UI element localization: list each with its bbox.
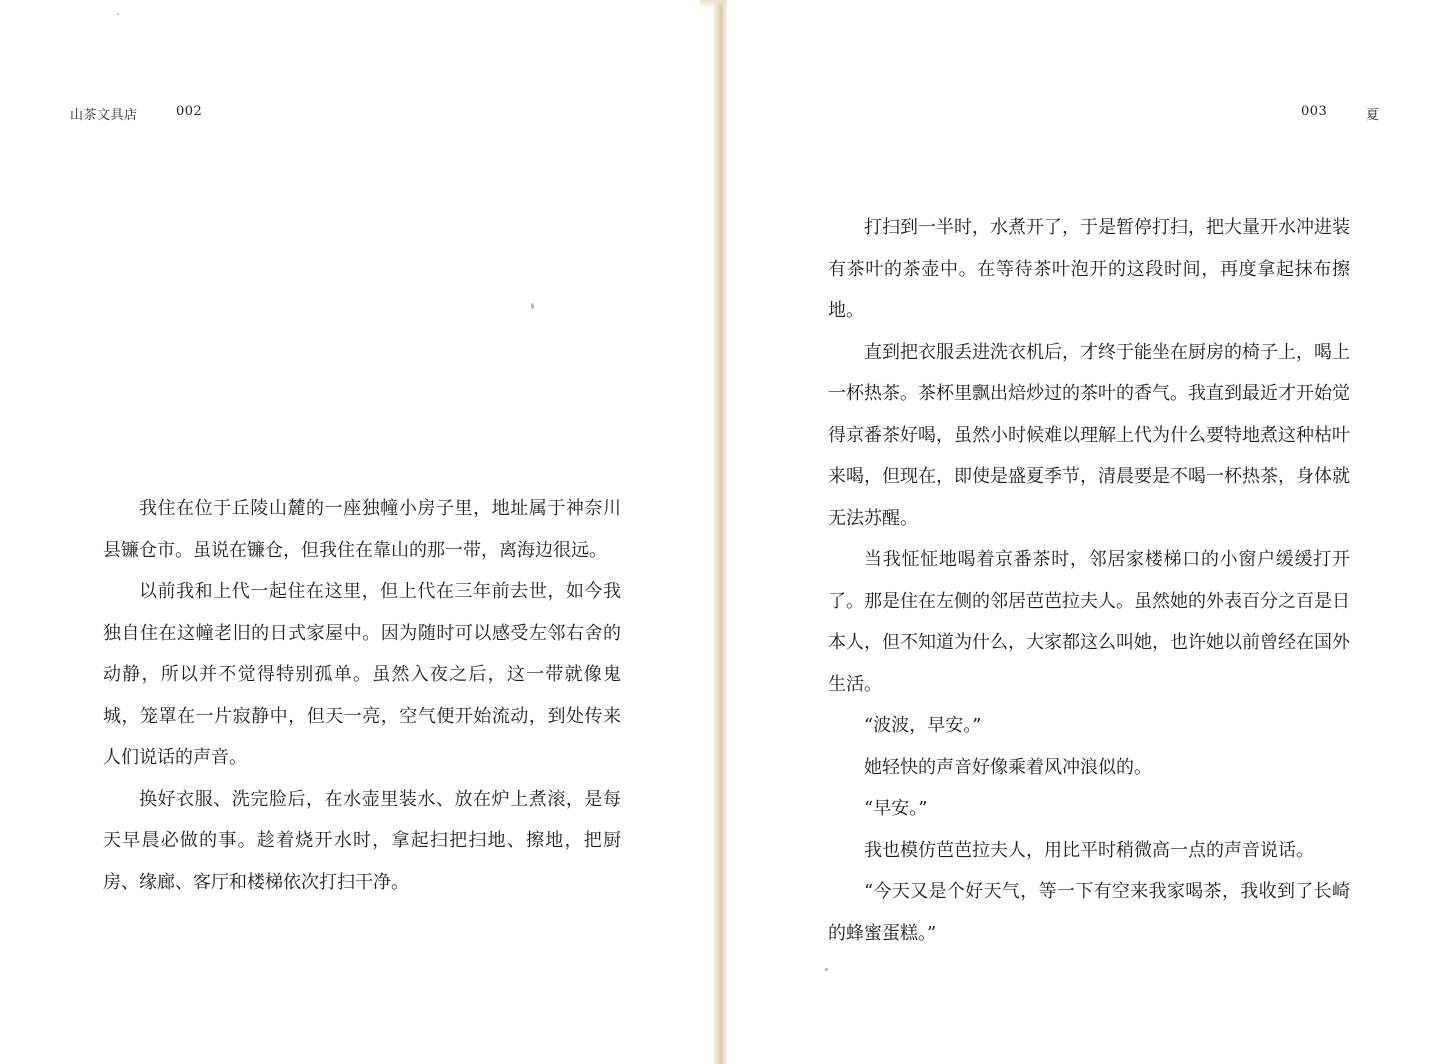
left-page <box>0 0 714 1064</box>
page-number-left: 002 <box>176 104 203 119</box>
running-head-chapter-title: 夏 <box>1366 108 1380 123</box>
running-head-book-title: 山茶文具店 <box>70 108 138 123</box>
right-page-body <box>828 207 1350 954</box>
book-gutter <box>714 0 727 1064</box>
paper-speck <box>531 303 534 309</box>
paragraph: 当我怔怔地喝着京番茶时，邻居家楼梯口的小窗户缓缓打开了。那是住在左侧的邻居芭芭拉夫人。虽然她的外表百分之百是日本人，但不知道为什么，大家都这么叫她，也许她以前曾经在国外生活。 <box>828 549 1350 695</box>
paper-speck <box>825 968 828 971</box>
dialogue-line: “今天又是个好天气，等一下有空来我家喝茶，我收到了长崎的蜂蜜蛋糕。” <box>828 881 1350 944</box>
dialogue-line: “波波，早安。” <box>864 715 982 736</box>
paragraph: 打扫到一半时，水煮开了，于是暂停打扫，把大量开水冲进装有茶叶的茶壶中。在等待茶叶泡开的这段时间，再度拿起抹布擦地。 <box>828 217 1350 321</box>
paragraph: 她轻快的声音好像乘着风冲浪似的。 <box>864 756 1152 778</box>
paragraph: 换好衣服、洗完脸后，在水壶里装水、放在炉上煮滚，是每天早晨必做的事。趁着烧开水时，拿起扫把扫地、擦地，把厨房、缘廊、客厅和楼梯依次打扫干净。 <box>103 788 621 893</box>
paper-speck <box>117 13 119 15</box>
page-number-right: 003 <box>1301 104 1328 119</box>
paragraph: 我也模仿芭芭拉夫人，用比平时稍微高一点的声音说话。 <box>864 839 1314 861</box>
left-page-body <box>103 488 621 903</box>
paragraph: 我住在位于丘陵山麓的一座独幢小房子里，地址属于神奈川县镰仓市。虽说在镰仓，但我住在靠山的那一带，离海边很远。 <box>103 498 621 561</box>
dialogue-line: “早安。” <box>864 798 928 819</box>
paragraph: 直到把衣服丢进洗衣机后，才终于能坐在厨房的椅子上，喝上一杯热茶。茶杯里飘出焙炒过的茶叶的香气。我直到最近才开始觉得京番茶好喝，虽然小时候难以理解上代为什么要特地煮这种枯叶来喝，但现在，即使是盛夏季节，清晨要是不喝一杯热茶，身体就无法苏醒。 <box>828 341 1350 529</box>
right-page <box>727 0 1445 1064</box>
paragraph: 以前我和上代一起住在这里，但上代在三年前去世，如今我独自住在这幢老旧的日式家屋中。因为随时可以感受左邻右舍的动静，所以并不觉得特别孤单。虽然入夜之后，这一带就像鬼城，笼罩在一片寂静中，但天一亮，空气便开始流动，到处传来人们说话的声音。 <box>103 581 621 768</box>
